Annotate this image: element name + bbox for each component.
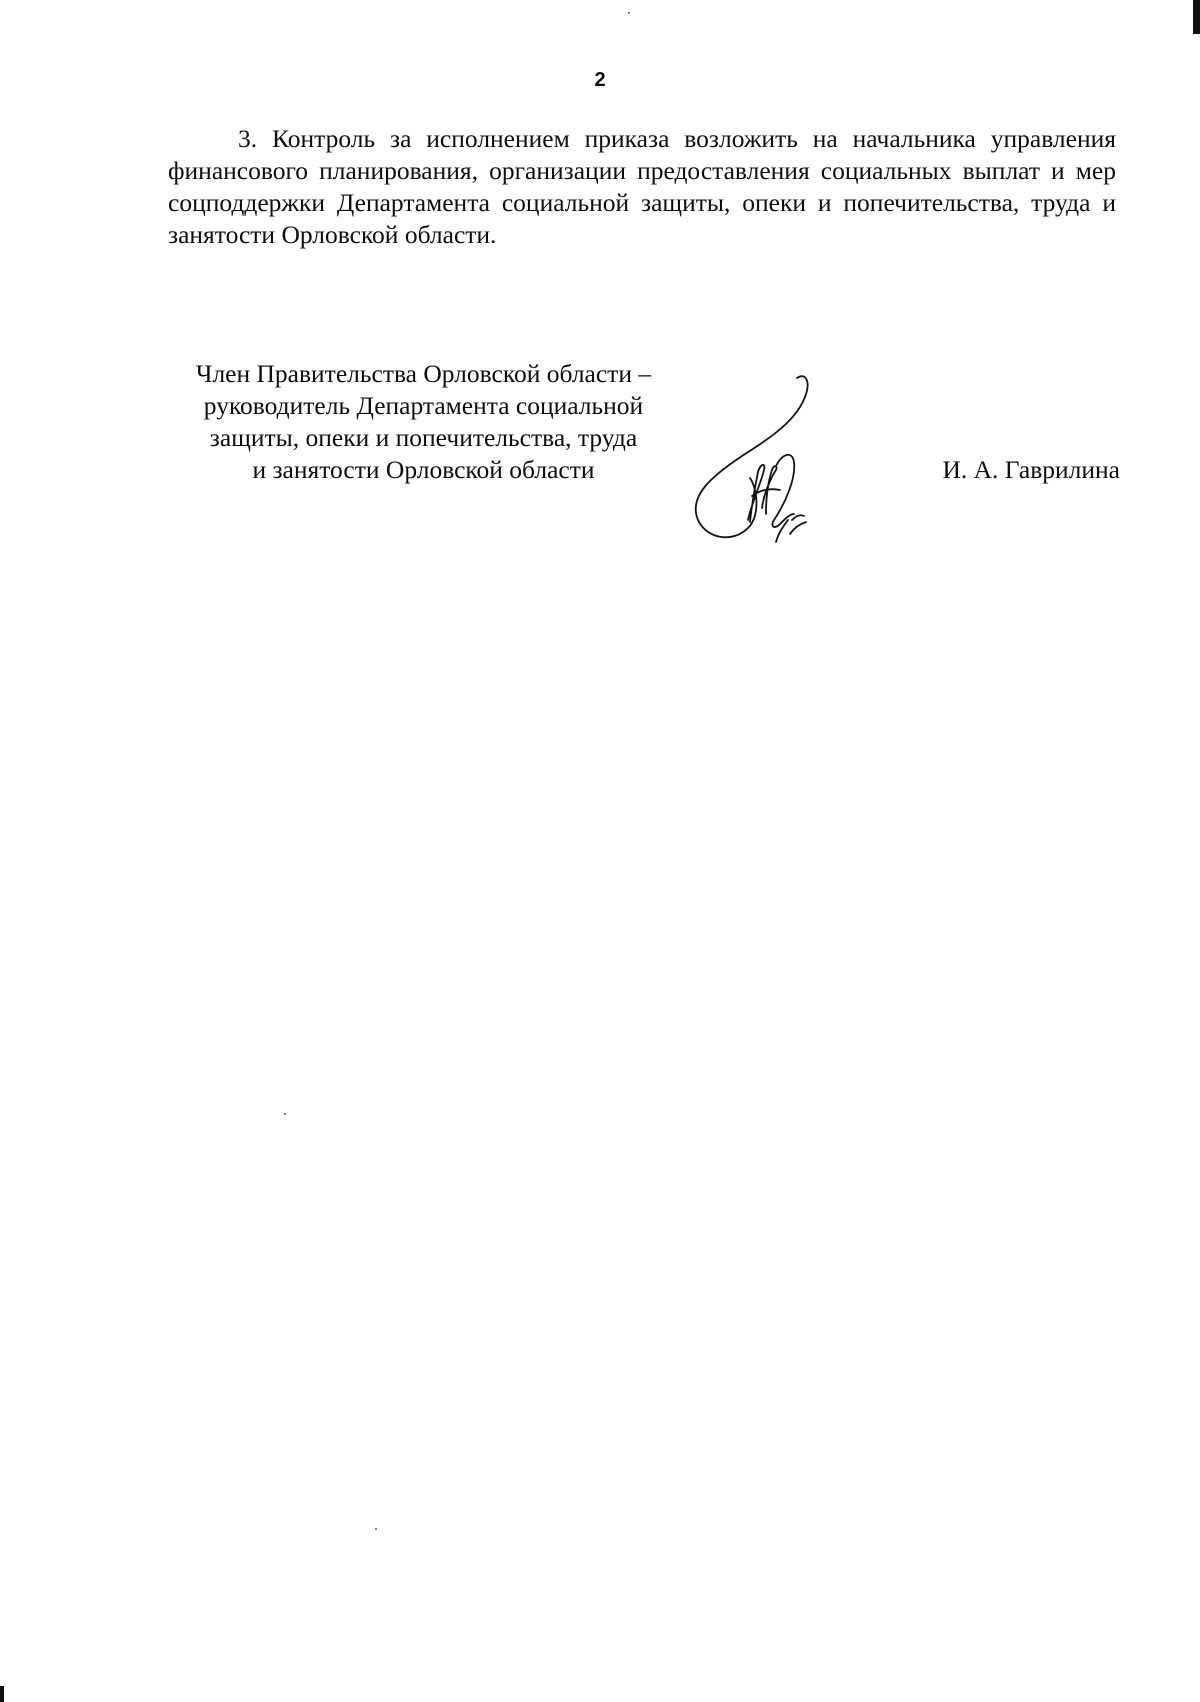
page-number: 2 — [594, 69, 606, 91]
scan-edge-mark — [1193, 0, 1200, 34]
signer-position-line: и занятости Орловской области — [252, 455, 595, 484]
signer-position — [166, 358, 681, 486]
scan-speck — [628, 12, 630, 14]
scan-speck — [284, 1113, 286, 1115]
signer-position-line: руководитель Департамента социальной — [203, 391, 644, 420]
signer-position-line: Член Правительства Орловской области – — [195, 359, 652, 388]
scan-edge-mark-left — [0, 1686, 4, 1702]
signer-name: И. А. Гаврилина — [942, 455, 1120, 484]
body-paragraph: 3. Контроль за исполнением приказа возложить на начальника управления финансового планирования, организации предоставления социальных выплат и мер соцподдержки Департамента социальной защиты, опеки и попечительства, труда и занятости Орловской области. — [168, 124, 1116, 249]
signer-position-line: защиты, опеки и попечительства, труда — [209, 423, 638, 452]
handwritten-signature — [690, 370, 830, 570]
scan-speck — [375, 1528, 377, 1530]
